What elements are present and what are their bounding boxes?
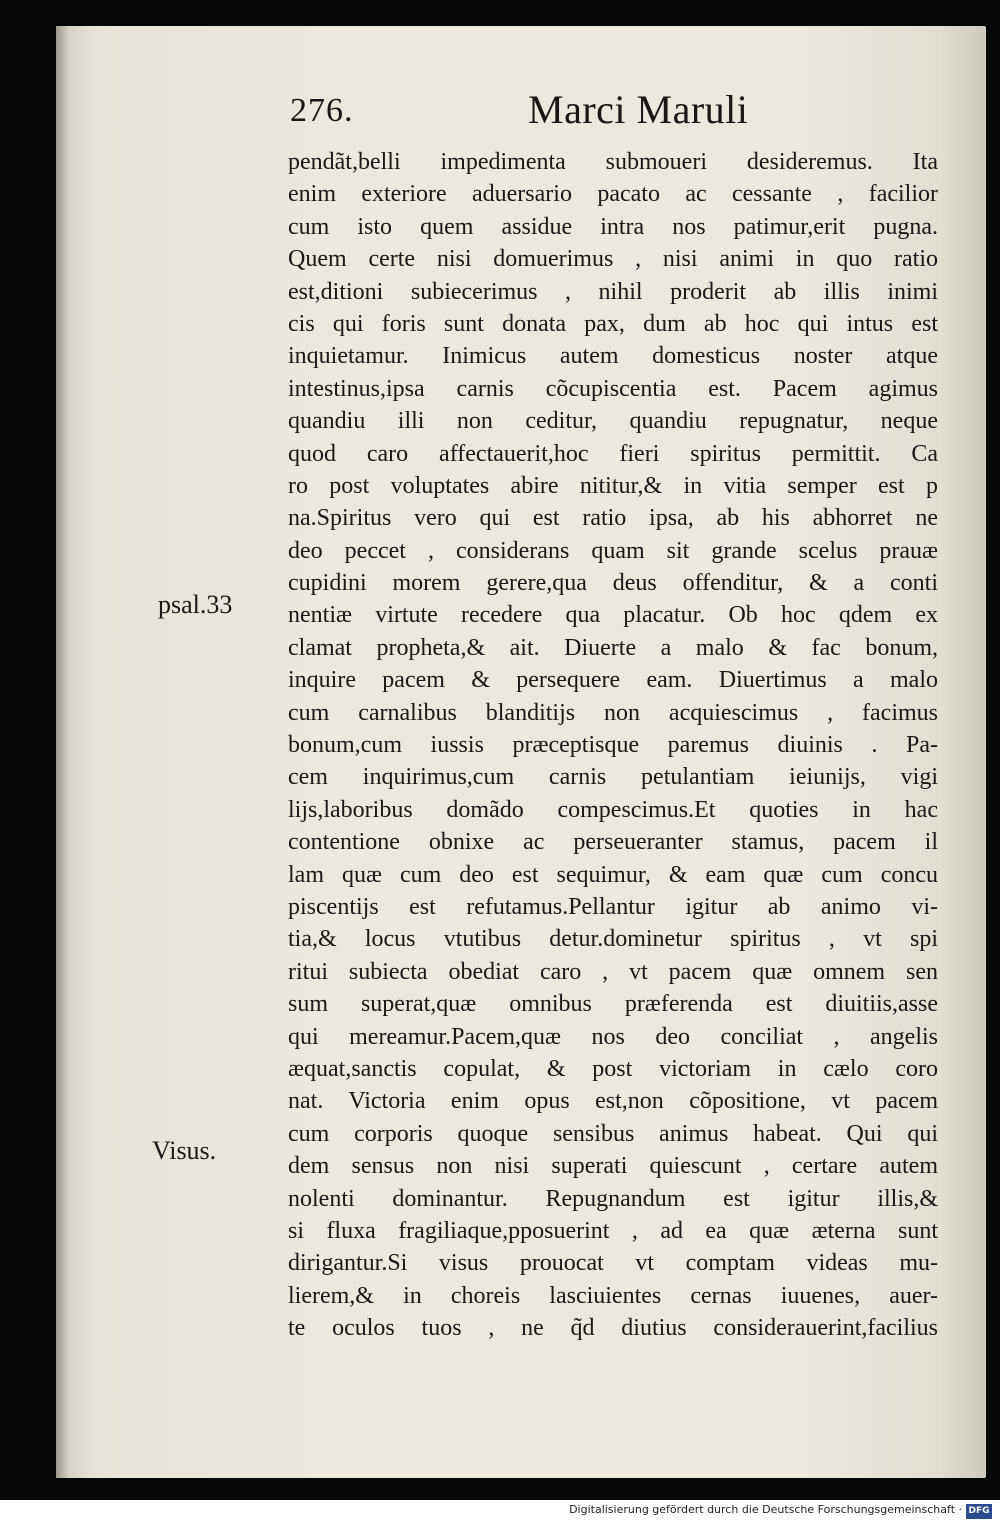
text-line: cum corporis quoque sensibus animus habeat. Qui qui bbox=[288, 1120, 938, 1147]
funding-credit: Digitalisierung gefördert durch die Deutsche Forschungsgemeinschaft · bbox=[569, 1503, 962, 1516]
text-line: pendãt,belli impedimenta submoueri desideremus. Ita bbox=[288, 149, 938, 175]
text-line: cupidini morem gerere,qua deus offenditur, & a conti bbox=[288, 570, 938, 597]
text-line: sum superat,quæ omnibus præferenda est diuitiis,asse bbox=[288, 991, 938, 1018]
text-line: quod caro affectauerit,hoc fieri spiritus permittit. Ca bbox=[288, 440, 938, 467]
text-line: ritui subiecta obediat caro , vt pacem quæ omnem sen bbox=[288, 958, 938, 985]
marginal-note-psalm: psal.33 bbox=[158, 590, 233, 619]
page-number: 276. bbox=[290, 92, 354, 129]
text-line: lam quæ cum deo est sequimur, & eam quæ cum concu bbox=[288, 861, 938, 888]
text-line: contentione obnixe ac perseueranter stamus, pacem il bbox=[288, 829, 938, 856]
text-line: tia,& locus vtutibus detur.dominetur spiritus , vt spi bbox=[288, 926, 938, 953]
text-line: æquat,sanctis copulat, & post victoriam in cælo coro bbox=[288, 1055, 938, 1082]
text-line: ro post voluptates abire nititur,& in vitia semper est p bbox=[288, 472, 938, 499]
text-line: dem sensus non nisi superati quiescunt , certare autem bbox=[288, 1153, 938, 1180]
text-line: Quem certe nisi domuerimus , nisi animi in quo ratio bbox=[288, 246, 938, 273]
marginal-note-visus: Visus. bbox=[152, 1136, 217, 1165]
text-line: cum isto quem assidue intra nos patimur,erit pugna. bbox=[288, 213, 938, 240]
text-line: qui mereamur.Pacem,quæ nos deo conciliat , angelis bbox=[288, 1023, 938, 1050]
text-line: nolenti dominantur. Repugnandum est igitur illis,& bbox=[288, 1185, 938, 1212]
text-line: clamat propheta,& ait. Diuerte a malo & fac bonum, bbox=[288, 634, 938, 661]
text-line: est,ditioni subiecerimus , nihil proderit ab illis inimi bbox=[288, 278, 938, 305]
text-line: lierem,& in choreis lasciuientes cernas iuuenes, auer- bbox=[288, 1282, 938, 1309]
page-header bbox=[290, 86, 810, 134]
text-line: inquire pacem & persequere eam. Diuertimus a malo bbox=[288, 667, 938, 694]
text-line: intestinus,ipsa carnis cõcupiscentia est. Pacem agimus bbox=[288, 375, 938, 402]
page-gutter-shadow bbox=[56, 26, 78, 1478]
text-line: nentiæ virtute recedere qua placatur. Ob hoc qdem ex bbox=[288, 602, 938, 629]
text-line: cum carnalibus blanditijs non acquiescimus , facimus bbox=[288, 699, 938, 726]
text-line: enim exteriore aduersario pacato ac cessante , facilior bbox=[288, 181, 938, 208]
text-line: cem inquirimus,cum carnis petulantiam ieiunijs, vigi bbox=[288, 764, 938, 791]
text-line: piscentijs est refutamus.Pellantur igitur ab animo vi- bbox=[288, 893, 938, 920]
text-line: inquietamur. Inimicus autem domesticus noster atque bbox=[288, 343, 938, 370]
text-line: si fluxa fragiliaque,pposuerint , ad ea quæ æterna sunt bbox=[288, 1217, 938, 1244]
text-line: te oculos tuos , ne q̃d diutius considerauerint,facilius bbox=[288, 1315, 938, 1342]
text-line: bonum,cum iussis præceptisque paremus diuinis . Pa- bbox=[288, 732, 938, 759]
text-line: dirigantur.Si visus prouocat vt comptam videas mu- bbox=[288, 1250, 938, 1277]
text-line: na.Spiritus vero qui est ratio ipsa, ab his abhorret ne bbox=[288, 505, 938, 532]
running-head: Marci Maruli bbox=[528, 87, 749, 132]
body-text bbox=[288, 146, 938, 1344]
text-line: cis qui foris sunt donata pax, dum ab hoc qui intus est bbox=[288, 310, 938, 337]
text-line: nat. Victoria enim opus est,non cõpositione, vt pacem bbox=[288, 1088, 938, 1115]
text-line: quandiu illi non ceditur, quandiu repugnatur, neque bbox=[288, 408, 938, 435]
dfg-logo: DFG bbox=[966, 1504, 992, 1519]
digitization-footer bbox=[0, 1500, 1000, 1524]
text-line: lijs,laboribus domãdo compescimus.Et quoties in hac bbox=[288, 796, 938, 823]
text-line: deo peccet , considerans quam sit grande scelus prauæ bbox=[288, 537, 938, 564]
